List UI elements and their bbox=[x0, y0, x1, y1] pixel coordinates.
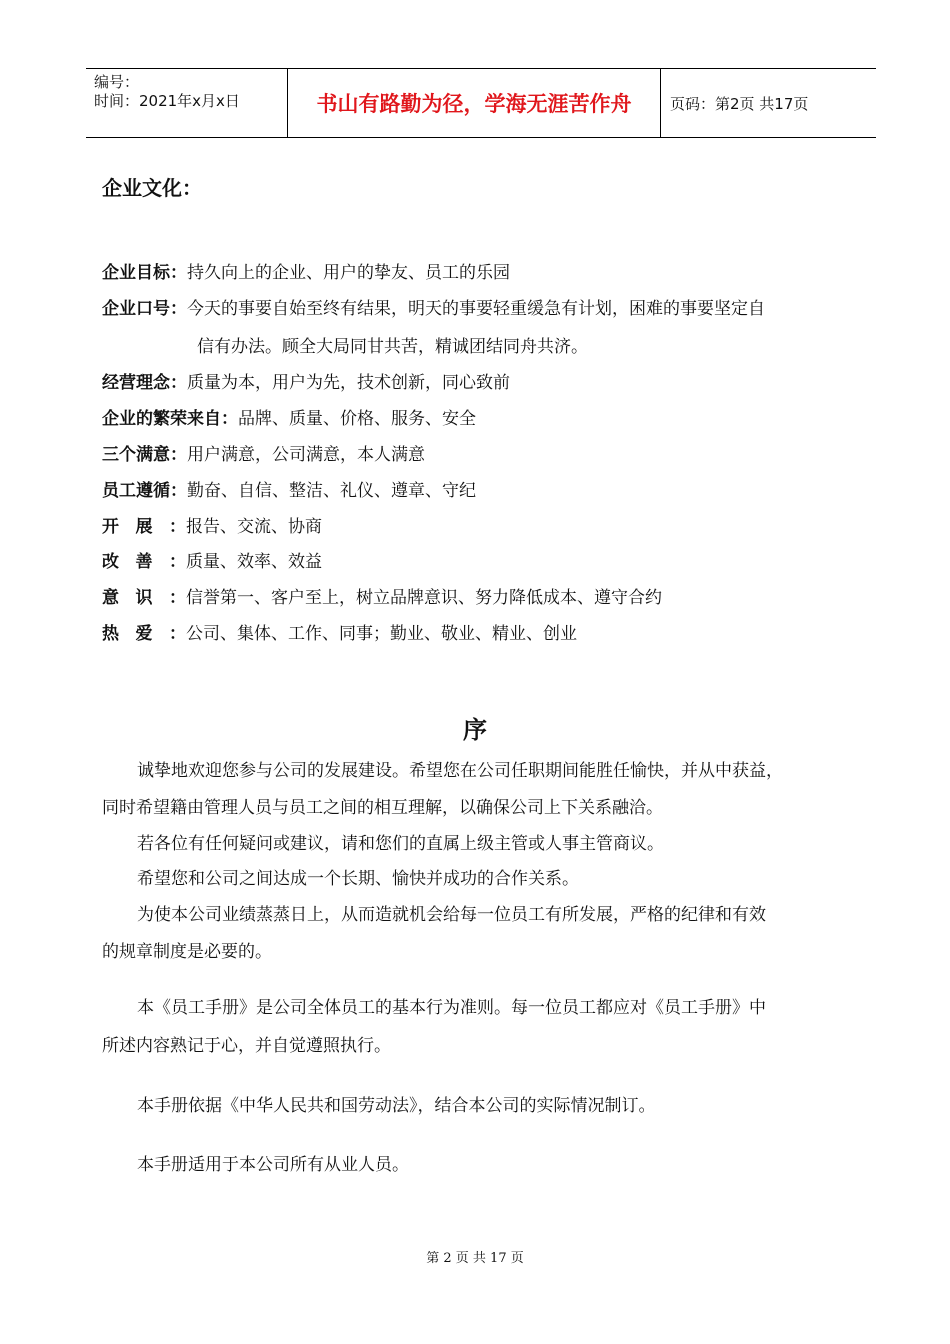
culture-item-text: 质量、效率、效益 bbox=[186, 552, 322, 572]
culture-item-text: 公司、集体、工作、同事；勤业、敬业、精业、创业 bbox=[186, 624, 577, 644]
culture-item-label: 企业目标： bbox=[102, 263, 187, 283]
culture-item-text: 品牌、质量、价格、服务、安全 bbox=[238, 409, 476, 429]
preface-paragraph-line: 本手册适用于本公司所有从业人员。 bbox=[137, 1155, 409, 1175]
culture-item-label: 三个满意： bbox=[102, 445, 187, 465]
culture-item bbox=[102, 547, 322, 572]
culture-item bbox=[102, 512, 322, 537]
culture-item bbox=[102, 476, 476, 501]
preface-paragraph-line: 本《员工手册》是公司全体员工的基本行为准则。每一位员工都应对《员工手册》中 bbox=[137, 998, 766, 1018]
culture-item-label: 热爱： bbox=[102, 624, 186, 644]
culture-item-label: 经营理念： bbox=[102, 373, 187, 393]
header-slogan-cell bbox=[287, 69, 661, 137]
preface-paragraph-line: 为使本公司业绩蒸蒸日上，从而造就机会给每一位员工有所发展，严格的纪律和有效 bbox=[137, 905, 766, 925]
culture-item bbox=[102, 294, 765, 319]
document-number-label: 编号： bbox=[94, 73, 140, 91]
preface-paragraph-line: 诚挚地欢迎您参与公司的发展建设。希望您在公司任职期间能胜任愉快，并从中获益， bbox=[137, 761, 783, 781]
culture-title: 企业文化： bbox=[102, 176, 202, 200]
culture-item bbox=[102, 583, 662, 608]
culture-item-text: 信誉第一、客户至上，树立品牌意识、努力降低成本、遵守合约 bbox=[186, 588, 662, 608]
header-meta-cell bbox=[86, 69, 287, 137]
preface-paragraph-line: 若各位有任何疑问或建议，请和您们的直属上级主管或人事主管商议。 bbox=[137, 834, 664, 854]
culture-item bbox=[102, 258, 510, 283]
culture-item bbox=[102, 440, 425, 465]
culture-item-text: 报告、交流、协商 bbox=[186, 517, 322, 537]
culture-item bbox=[102, 619, 577, 644]
culture-item-continuation: 信有办法。顾全大局同甘共苦，精诚团结同舟共济。 bbox=[197, 337, 588, 357]
culture-item-label: 改善： bbox=[102, 552, 186, 572]
culture-item-text: 持久向上的企业、用户的挚友、员工的乐园 bbox=[187, 263, 510, 283]
preface-paragraph-line: 同时希望籍由管理人员与员工之间的相互理解，以确保公司上下关系融洽。 bbox=[102, 798, 663, 818]
culture-item-text: 用户满意，公司满意，本人满意 bbox=[187, 445, 425, 465]
header-page-cell bbox=[661, 69, 876, 137]
culture-item-label: 开展： bbox=[102, 517, 186, 537]
page-footer: 第 2 页 共 17 页 bbox=[426, 1251, 524, 1266]
preface-title: 序 bbox=[463, 715, 487, 744]
culture-item bbox=[102, 368, 510, 393]
document-time-label: 时间：2021年x月x日 bbox=[94, 92, 240, 110]
page-header-table bbox=[86, 68, 876, 138]
culture-item-label: 员工遵循： bbox=[102, 481, 187, 501]
culture-item-text: 今天的事要自始至终有结果，明天的事要轻重缓急有计划，困难的事要坚定自 bbox=[187, 299, 765, 319]
culture-item-text: 勤奋、自信、整洁、礼仪、遵章、守纪 bbox=[187, 481, 476, 501]
header-slogan: 书山有路勤为径，学海无涯苦作舟 bbox=[316, 91, 632, 116]
preface-paragraph-line: 希望您和公司之间达成一个长期、愉快并成功的合作关系。 bbox=[137, 869, 579, 889]
preface-paragraph-line: 的规章制度是必要的。 bbox=[102, 942, 272, 962]
culture-item-text: 质量为本，用户为先，技术创新，同心致前 bbox=[187, 373, 510, 393]
culture-item-label: 意识： bbox=[102, 588, 186, 608]
culture-item bbox=[102, 404, 476, 429]
culture-item-label: 企业口号： bbox=[102, 299, 187, 319]
header-page-info: 页码：第2页 共17页 bbox=[670, 94, 809, 113]
preface-paragraph-line: 本手册依据《中华人民共和国劳动法》，结合本公司的实际情况制订。 bbox=[137, 1096, 656, 1116]
preface-paragraph-line: 所述内容熟记于心，并自觉遵照执行。 bbox=[102, 1036, 391, 1056]
culture-item-label: 企业的繁荣来自： bbox=[102, 409, 238, 429]
